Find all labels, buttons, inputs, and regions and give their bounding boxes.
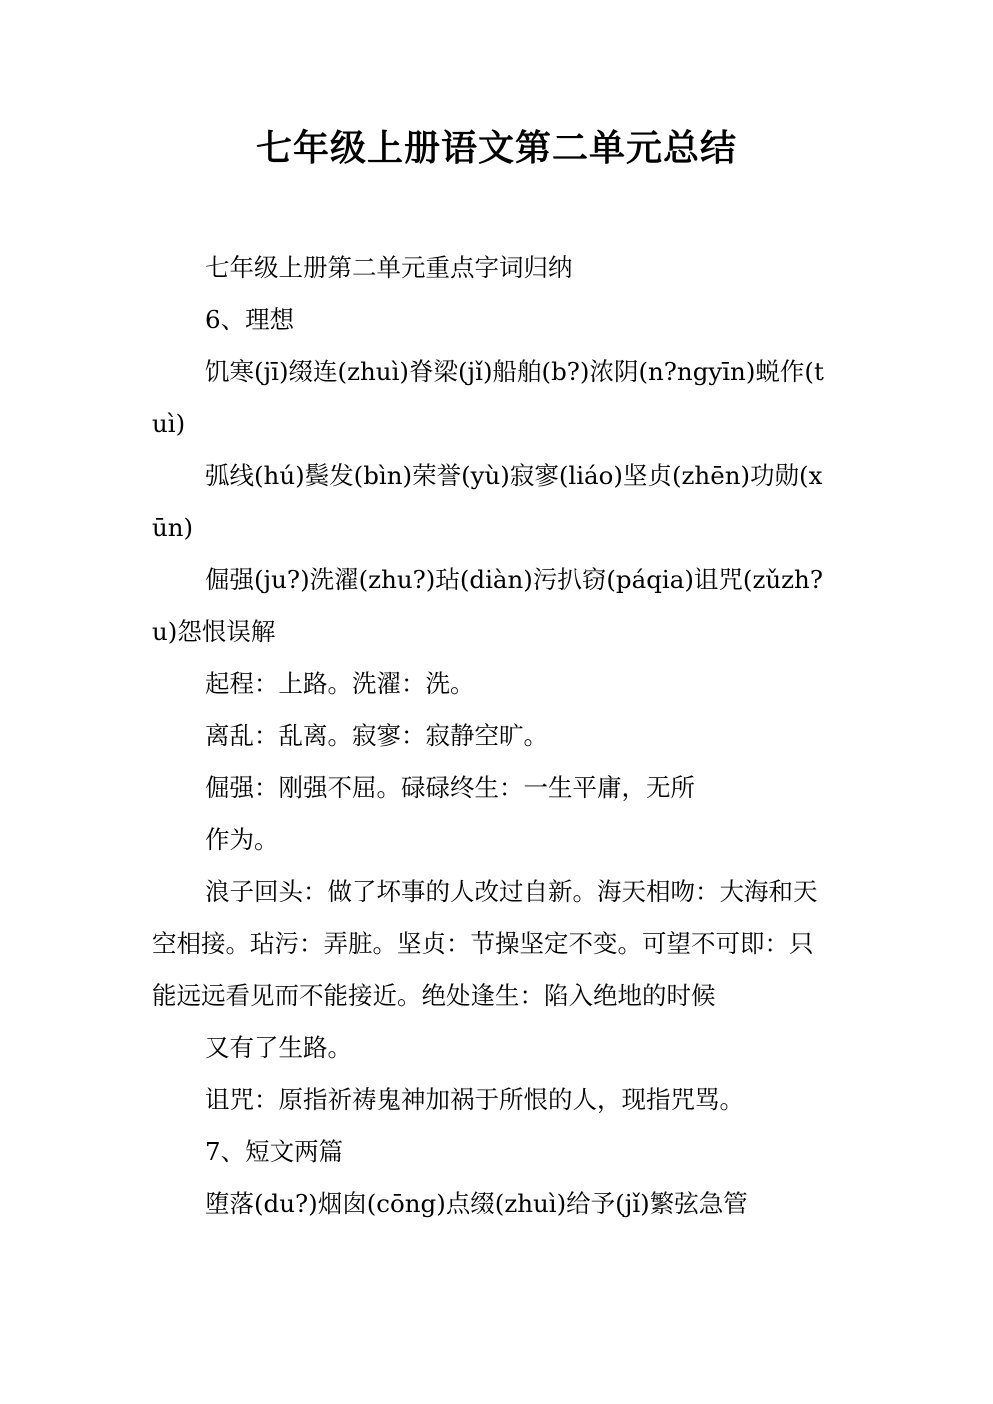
document-title: 七年级上册语文第二单元总结 <box>255 127 737 169</box>
section-heading: 七年级上册第二单元重点字词归纳 <box>205 253 573 282</box>
paragraph: 饥寒(jī)缀连(zhuì)脊梁(jǐ)船舶(b?)浓阴(n?ngyīn)蜕作(tuì) <box>152 357 824 438</box>
paragraph: 起程：上路。洗濯：洗。 <box>205 669 475 698</box>
paragraph: 作为。 <box>205 825 279 854</box>
paragraph: 堕落(du?)烟囱(cōng)点缀(zhuì)给予(jǐ)繁弦急管 <box>205 1189 748 1218</box>
paragraph: 倔强：刚强不屈。碌碌终生：一生平庸，无所 <box>205 773 695 802</box>
lesson-heading: 6、理想 <box>205 305 295 334</box>
paragraph: 弧线(hú)鬓发(bìn)荣誉(yù)寂寥(liáo)坚贞(zhēn)功勋(xūn) <box>152 461 823 542</box>
paragraph: 离乱：乱离。寂寥：寂静空旷。 <box>205 721 548 750</box>
lesson-heading: 7、短文两篇 <box>205 1137 344 1166</box>
paragraph: 倔强(ju?)洗濯(zhu?)玷(diàn)污扒窃(páqia)诅咒(zǔzh?u)怨恨误解 <box>152 565 823 646</box>
paragraph: 又有了生路。 <box>205 1033 352 1062</box>
paragraph: 诅咒：原指祈祷鬼神加祸于所恨的人，现指咒骂。 <box>205 1085 744 1114</box>
paragraph: 浪子回头：做了坏事的人改过自新。海天相吻：大海和天空相接。玷污：弄脏。坚贞：节操坚定不变。可望不可即：只能远远看见而不能接近。绝处逢生：陷入绝地的时候 <box>152 877 818 1010</box>
document-body <box>152 242 832 1230</box>
